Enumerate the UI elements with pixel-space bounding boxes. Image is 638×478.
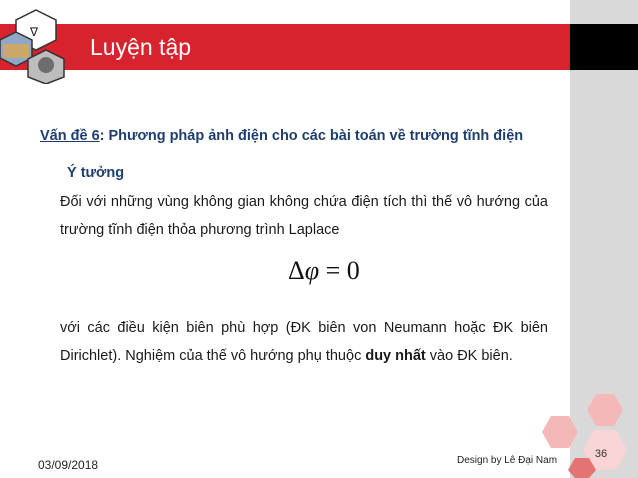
logo-hexagon-icon [0, 8, 72, 84]
credit-text: Design by Lê Đại Nam [457, 455, 558, 466]
paragraph-laplace: Đối với những vùng không gian không chứa điện tích thì thế vô hướng của trường tĩnh điện thỏa phương trình Laplace [60, 194, 548, 238]
page-number: 36 [594, 448, 608, 460]
hex-top [587, 394, 623, 426]
delta-symbol: Δ [288, 256, 305, 285]
phi-symbol: φ [304, 256, 320, 285]
section-heading [40, 128, 570, 144]
formula-equals-zero: = 0 [319, 256, 360, 285]
nabla-symbol: ∇ [30, 25, 39, 39]
para2-text-b: vào ĐK biên. [425, 348, 513, 364]
title-bar [0, 24, 570, 70]
paragraph-boundary [60, 314, 548, 370]
laplace-formula [288, 256, 360, 286]
title-bar-dark [570, 24, 638, 70]
slide-title: Luyện tập [90, 34, 192, 60]
hex-left [542, 416, 578, 448]
idea-label: Ý tưởng [67, 165, 125, 181]
section-text: : Phương pháp ảnh điện cho các bài toán về trường tĩnh điện [99, 128, 524, 144]
slide-date: 03/09/2018 [38, 458, 99, 472]
section-prefix: Vấn đề 6 [40, 128, 100, 144]
para2-text-a: với các điều kiện biên phù hợp (ĐK biên von Neumann hoặc ĐK biên Dirichlet). Nghiệm của thế vô hướng phụ thuộc [60, 320, 548, 364]
para2-bold: duy nhất [365, 348, 426, 364]
